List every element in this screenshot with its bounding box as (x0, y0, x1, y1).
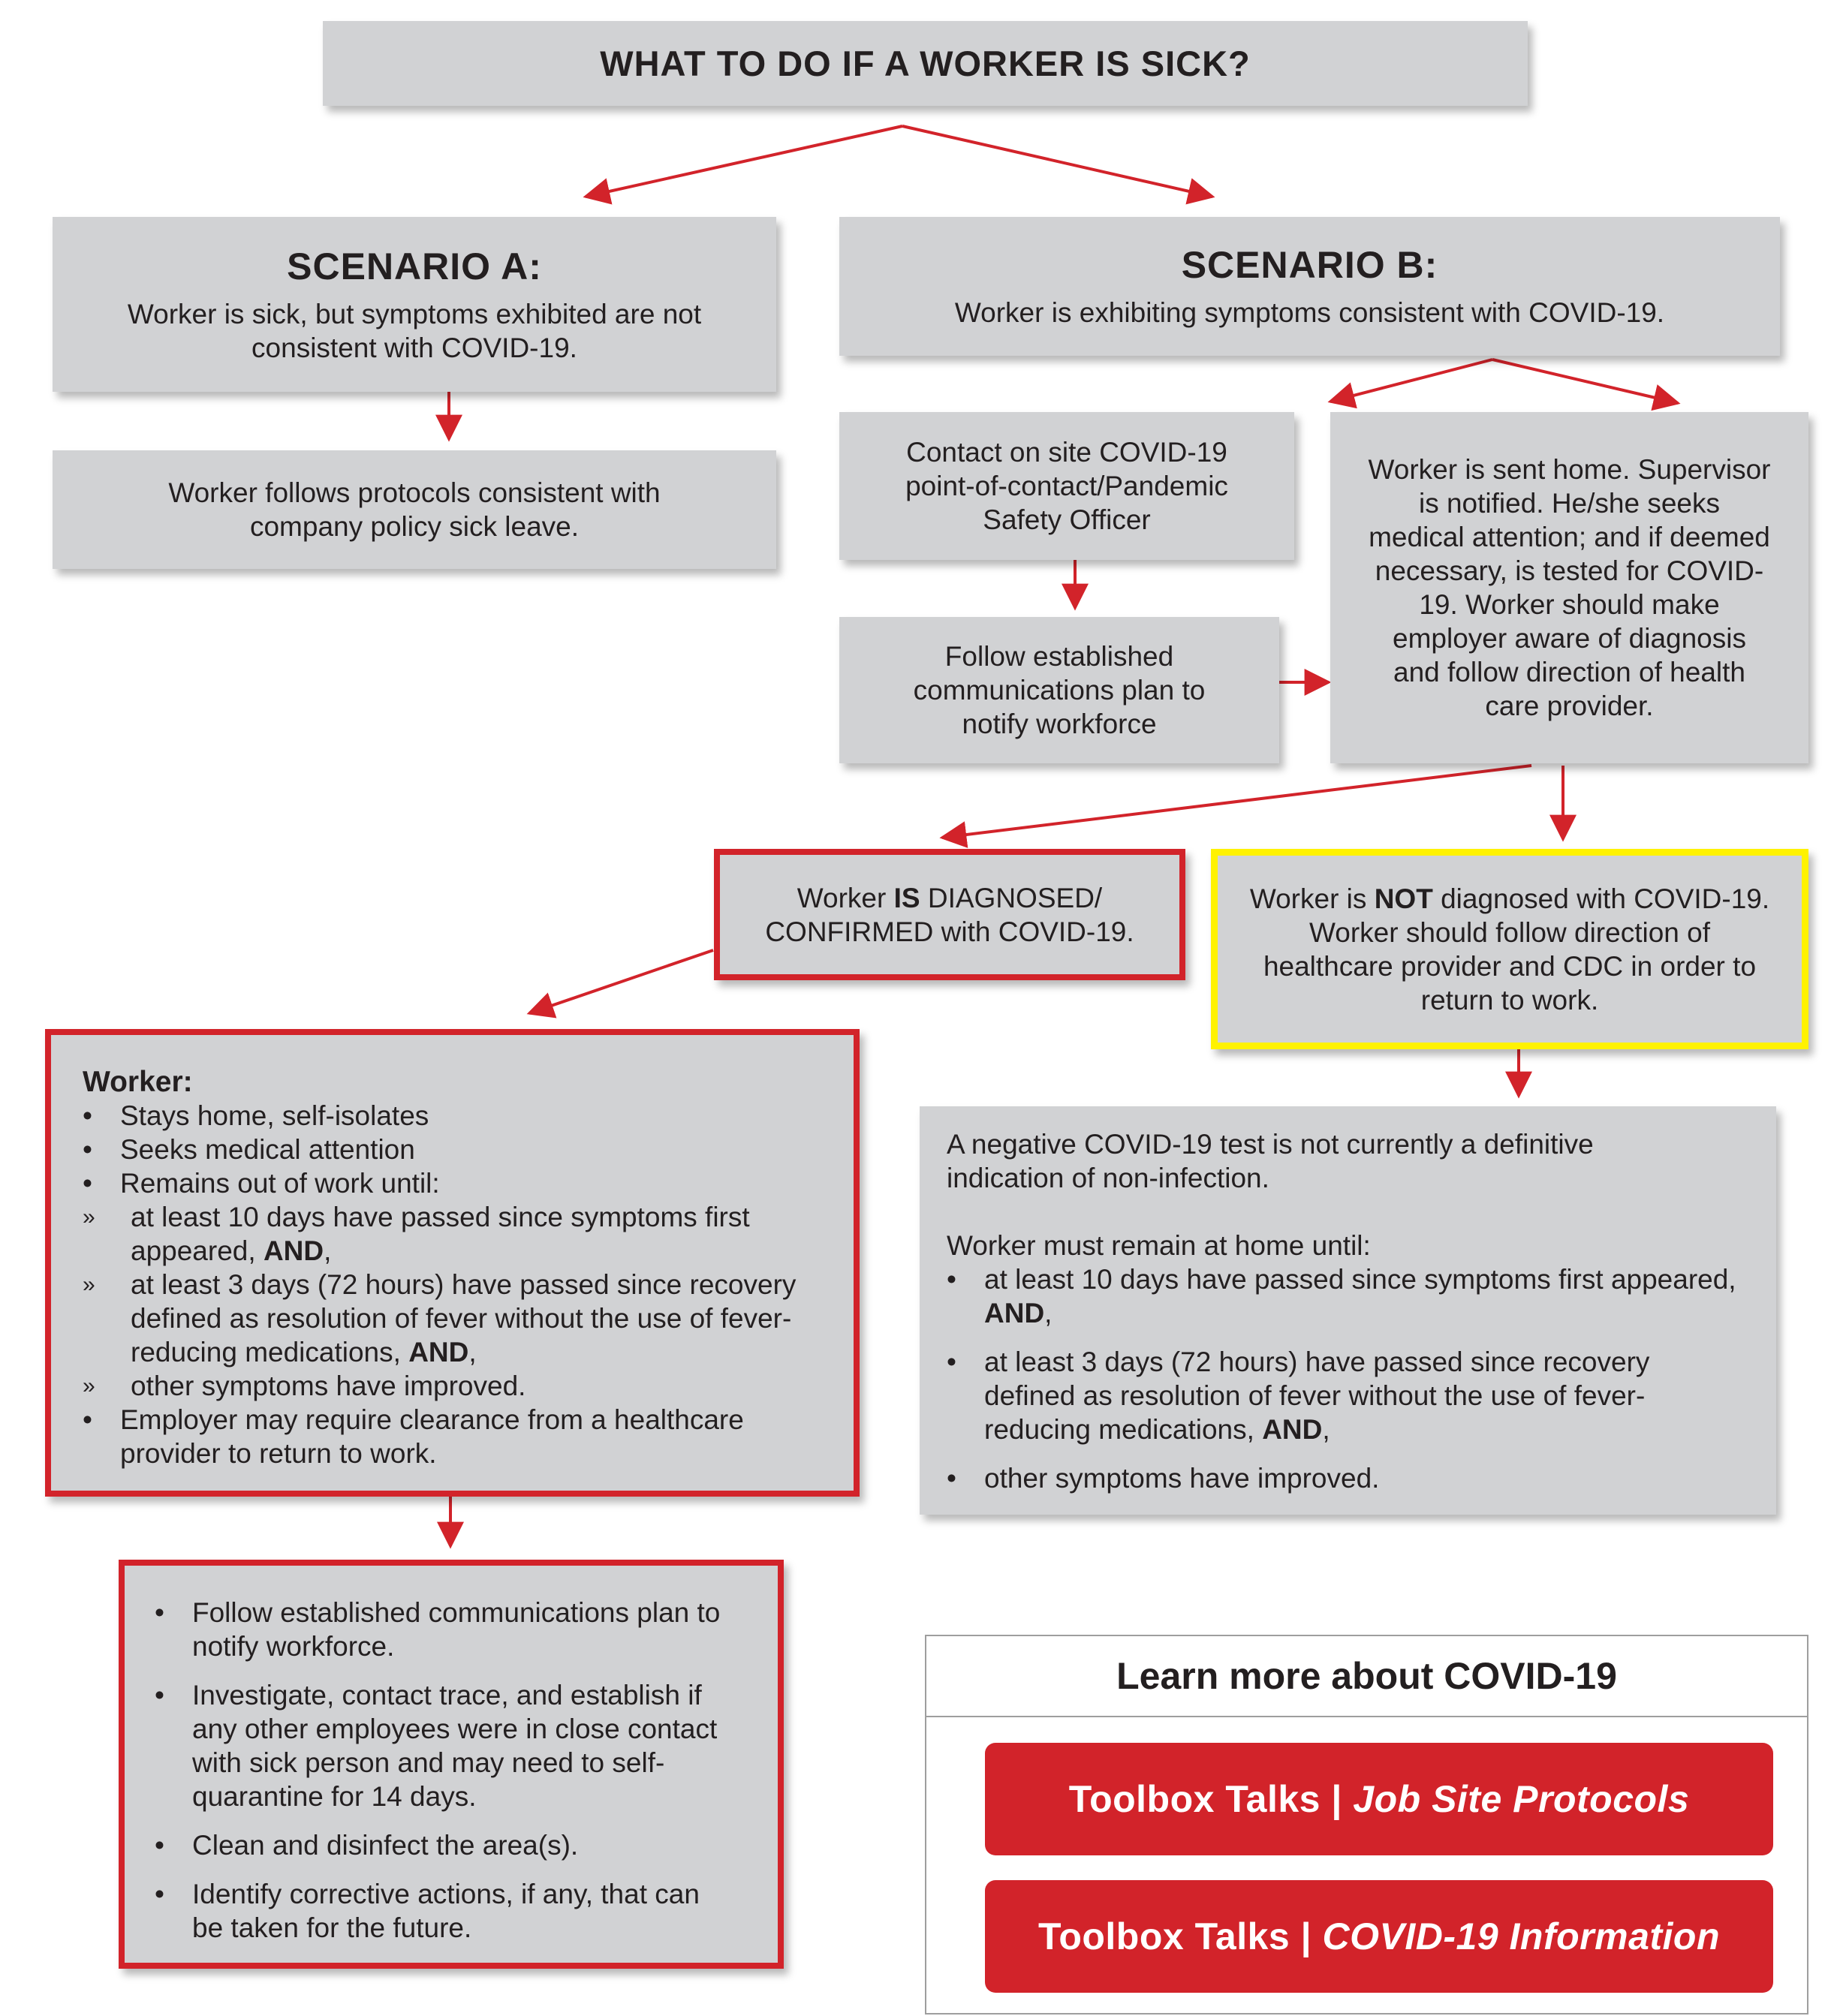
job-site-protocols-prefix: Toolbox Talks | (1068, 1778, 1342, 1820)
not-diagnosed-pre: Worker is (1249, 883, 1367, 914)
covid-information-prefix: Toolbox Talks | (1037, 1915, 1312, 1957)
contact-box (839, 412, 1294, 560)
scenario-a-text: Worker is sick, but symptoms exhibited are not consistent with COVID-19. (127, 298, 702, 363)
worker-sub-10-days-text: at least 10 days have passed since symptoms first appeared, (131, 1202, 750, 1266)
sent-home-text: Worker is sent home. Supervisor is notified. He/she seeks medical attention; and if deemed necessary, is tested for COVID-19. Worker should make employer aware of diagnosis and follow direction of health care provider. (1368, 454, 1771, 721)
page-title: WHAT TO DO IF A WORKER IS SICK? (600, 44, 1251, 83)
negative-item-3-days-text: at least 3 days (72 hours) have passed since recovery defined as resolution of fever without the use of fever-reducing medications, (984, 1347, 1650, 1445)
negative-test-box (920, 1106, 1776, 1515)
negative-intro: A negative COVID-19 test is not currently a definitive indication of non-infection. (947, 1129, 1594, 1193)
scenario-a-heading: SCENARIO A: (287, 245, 542, 287)
job-site-protocols-label: Job Site Protocols (1353, 1778, 1690, 1820)
negative-item-3-days: • at least 3 days (72 hours) have passed since recovery defined as resolution of fever without the use of fever-reducing medications, AND, (947, 1345, 1746, 1446)
worker-item-stays-home: • Stays home, self-isolates (83, 1099, 824, 1133)
not-diagnosed-box (1211, 849, 1808, 1049)
action-communications: • Follow established communications plan to notify workforce. (155, 1596, 733, 1663)
communications-text: Follow established communications plan to notify workforce (913, 641, 1206, 739)
diagnosed-bold: IS (893, 882, 920, 913)
worker-item-remains-out-label: Remains out of work until: (120, 1168, 440, 1199)
arrow-b-to-sent-home (1492, 360, 1678, 403)
diagnosed-post: DIAGNOSED/ CONFIRMED with COVID-19. (765, 882, 1134, 947)
worker-heading: Worker: (83, 1066, 193, 1098)
scenario-a-box (53, 217, 776, 392)
worker-sub-3-days: » at least 3 days (72 hours) have passed since recovery defined as resolution of fever without the use of fever-reducing medications, AND, (83, 1268, 824, 1369)
worker-sub-other: » other symptoms have improved. (83, 1369, 824, 1403)
arrow-title-to-b (902, 126, 1212, 197)
action-clean: • Clean and disinfect the area(s). (155, 1828, 733, 1862)
job-site-protocols-button[interactable] (985, 1743, 1773, 1855)
and-label: AND (408, 1337, 469, 1368)
negative-item-10-days-text: at least 10 days have passed since symptoms first appeared, (984, 1264, 1736, 1295)
not-diagnosed-bold: NOT (1374, 883, 1433, 914)
worker-item-remains-out (83, 1166, 824, 1403)
worker-item-medical: • Seeks medical attention (83, 1133, 824, 1166)
diagnosed-pre: Worker (797, 882, 887, 913)
diagnosed-box (714, 849, 1185, 980)
arrow-diagnosed-to-worker (529, 950, 713, 1013)
diagnosed-text (742, 881, 1157, 949)
arrow-b-to-contact (1330, 360, 1492, 402)
and-label: AND (263, 1235, 324, 1266)
negative-item-10-days: • at least 10 days have passed since symptoms first appeared, AND, (947, 1262, 1746, 1330)
contact-text: Contact on site COVID-19 point-of-contact/Pandemic Safety Officer (905, 437, 1228, 535)
learn-more-heading: Learn more about COVID-19 (926, 1636, 1807, 1717)
not-diagnosed-post: diagnosed with COVID-19. Worker should follow direction of healthcare provider and CDC in order to return to work. (1263, 883, 1770, 1016)
worker-sub-3-days-text: at least 3 days (72 hours) have passed since recovery defined as resolution of fever without the use of fever-reducing medications, (131, 1269, 797, 1368)
worker-sub-10-days: » at least 10 days have passed since symptoms first appeared, AND, (83, 1200, 824, 1268)
scenario-a-followup-text: Worker follows protocols consistent with company policy sick leave. (168, 477, 661, 542)
negative-item-other: • other symptoms have improved. (947, 1461, 1746, 1495)
sent-home-box (1330, 412, 1808, 763)
negative-remain: Worker must remain at home until: (947, 1230, 1371, 1261)
not-diagnosed-text (1248, 882, 1772, 1017)
scenario-b-heading: SCENARIO B: (1181, 244, 1438, 286)
scenario-a-followup-box (53, 450, 776, 569)
arrow-title-to-a (586, 126, 902, 197)
learn-more-panel (925, 1635, 1808, 2014)
arrow-sent-home-to-diagnosed (942, 766, 1531, 838)
scenario-b-text: Worker is exhibiting symptoms consistent with COVID-19. (954, 297, 1665, 328)
action-corrective: • Identify corrective actions, if any, that can be taken for the future. (155, 1877, 733, 1945)
worker-box (45, 1029, 860, 1497)
covid-information-button[interactable] (985, 1880, 1773, 1993)
actions-box (119, 1560, 784, 1969)
scenario-b-box (839, 217, 1780, 356)
and-label: AND (984, 1298, 1045, 1328)
action-investigate: • Investigate, contact trace, and establish if any other employees were in close contact with sick person and may need to self-quarantine for 14 days. (155, 1678, 733, 1813)
title-box (323, 21, 1528, 106)
and-label: AND (1262, 1414, 1323, 1445)
worker-item-clearance: • Employer may require clearance from a healthcare provider to return to work. (83, 1403, 824, 1470)
communications-box (839, 617, 1279, 763)
covid-information-label: COVID-19 Information (1322, 1915, 1720, 1957)
